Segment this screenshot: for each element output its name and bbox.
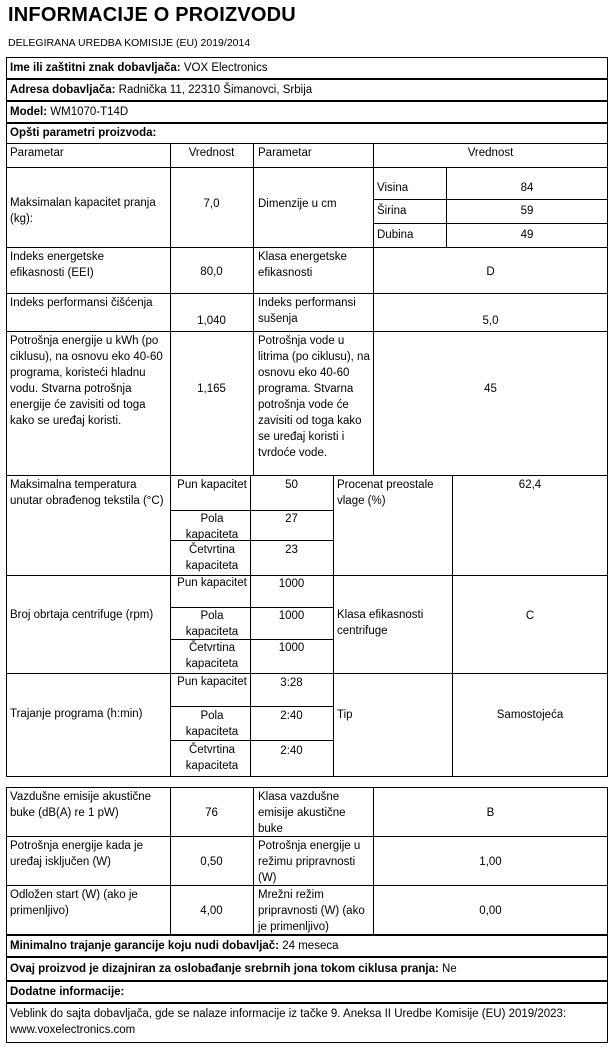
spin-class-value: C (525, 610, 535, 622)
delay-start-value: 4,00 (200, 905, 223, 917)
temp-quarter-label: Četvrtina kapaciteta (185, 544, 239, 572)
energy-class-value: D (486, 266, 495, 278)
weblink-text: Veblink do sajta dobavljača, gde se nalaze informacije iz tačke 9. Aneksa II Uredbe Komisije (EU) 2019/2023: (10, 1008, 567, 1020)
temp-full-label: Pun kapacitet (177, 479, 247, 491)
delay-start-label: Odložen start (W) (ako je primenljivo) (10, 889, 138, 917)
capacity-value: 7,0 (203, 198, 220, 210)
page-title: INFORMACIJE O PROIZVODU (8, 4, 296, 26)
energy-class-label: Klasa energetske efikasnosti (258, 251, 347, 279)
noise-class-value: B (486, 807, 495, 819)
duration-full-value: 3:28 (280, 677, 303, 689)
spin-half-label: Pola kapaciteta (185, 610, 239, 638)
eei-value: 80,0 (200, 266, 223, 278)
washing-performance-label: Indeks performansi čišćenja (10, 297, 153, 309)
drying-performance-value: 5,0 (482, 315, 499, 327)
spin-speed-label: Broj obrtaja centrifuge (rpm) (10, 609, 154, 621)
col-header-parameter-2: Parametar (258, 147, 312, 159)
networked-standby-value: 0,00 (479, 905, 502, 917)
type-label: Tip (337, 709, 353, 721)
height-value: 84 (520, 182, 534, 194)
silver-ions: Ovaj proizvod je dizajniran za oslobađanje srebrnih jona tokom ciklusa pranja: Ne (10, 963, 457, 975)
width-value: 59 (520, 205, 534, 217)
duration-half-value: 2:40 (280, 710, 303, 722)
networked-standby-label: Mrežni režim pripravnosti (W) (ako je primenljivo) (258, 889, 365, 933)
spin-class-label: Klasa efikasnosti centrifuge (337, 609, 424, 637)
noise-class-label: Klasa vazdušne emisije akustične buke (258, 791, 346, 835)
max-temperature-label: Maksimalna temperatura unutar obrađenog tekstila (°C) (10, 479, 164, 507)
temp-half-value: 27 (285, 513, 298, 525)
water-consumption-value: 45 (484, 383, 497, 395)
weblink-url[interactable]: www.voxelectronics.com (10, 1024, 136, 1036)
water-consumption-label: Potrošnja vode u litrima (po ciklusu), na osnovu eko 40-60 programa. Stvarna potrošnja vode će zavisiti od toga kako se uređaj koristi i tvrdoće vode. (258, 335, 370, 459)
width-label: Širina (377, 205, 407, 217)
additional-info-label: Dodatne informacije: (10, 986, 125, 998)
spin-quarter-value: 1000 (278, 642, 305, 654)
standby-value: 1,00 (479, 856, 502, 868)
depth-label: Dubina (377, 229, 414, 241)
col-header-parameter: Parametar (10, 147, 64, 159)
standby-label: Potrošnja energije u režimu pripravnosti (W) (258, 840, 361, 884)
energy-consumption-label: Potrošnja energije u kWh (po ciklusu), na osnovu eko 40-60 programa, koristeći hladnu vodu. Stvarna potrošnja energije će zavisiti od toga kako se uređaj koristi. (10, 335, 163, 427)
regulation-subtitle: DELEGIRANA UREDBA KOMISIJE (EU) 2019/2014 (8, 37, 251, 49)
capacity-label: Maksimalan kapacitet pranja (kg): (10, 197, 156, 225)
eei-label: Indeks energetske efikasnosti (EEI) (10, 251, 104, 279)
model-identifier: Model: WM1070-T14D (10, 106, 129, 118)
depth-value: 49 (520, 229, 534, 241)
supplier-address: Adresa dobavljača: Radnička 11, 22310 Šimanovci, Srbija (10, 84, 313, 96)
program-duration-label: Trajanje programa (h:min) (10, 708, 143, 720)
spin-quarter-label: Četvrtina kapaciteta (185, 642, 239, 670)
temp-quarter-value: 23 (285, 544, 298, 556)
duration-quarter-label: Četvrtina kapaciteta (185, 744, 239, 772)
temp-full-value: 50 (285, 479, 298, 491)
noise-value: 76 (205, 807, 218, 819)
temp-half-label: Pola kapaciteta (185, 513, 239, 541)
spin-half-value: 1000 (278, 610, 305, 622)
height-label: Visina (377, 182, 409, 194)
energy-consumption-value: 1,165 (197, 383, 226, 395)
noise-label: Vazdušne emisije akustične buke (dB(A) re 1 pW) (10, 791, 152, 819)
col-header-value-2: Vrednost (467, 147, 514, 159)
washing-performance-value: 1,040 (197, 315, 226, 327)
spin-full-label: Pun kapacitet (177, 577, 247, 589)
spin-full-value: 1000 (278, 578, 305, 590)
duration-full-label: Pun kapacitet (177, 676, 247, 688)
duration-quarter-value: 2:40 (280, 745, 303, 757)
off-mode-value: 0,50 (200, 856, 223, 868)
off-mode-label: Potrošnja energije kada je uređaj isključen (W) (10, 840, 143, 868)
supplier-name: Ime ili zaštitni znak dobavljača: VOX Electronics (10, 62, 268, 74)
residual-moisture-label: Procenat preostale vlage (%) (337, 479, 434, 507)
col-header-value: Vrednost (188, 147, 235, 159)
drying-performance-label: Indeks performansi sušenja (258, 297, 356, 325)
warranty: Minimalno trajanje garancije koju nudi dobavljač: 24 meseca (10, 940, 339, 952)
general-section-title: Opšti parametri proizvoda: (10, 127, 157, 139)
residual-moisture-value: 62,4 (518, 479, 542, 491)
dimensions-label: Dimenzije u cm (258, 198, 337, 210)
type-value: Samostojeća (496, 709, 564, 721)
duration-half-label: Pola kapaciteta (185, 710, 239, 738)
